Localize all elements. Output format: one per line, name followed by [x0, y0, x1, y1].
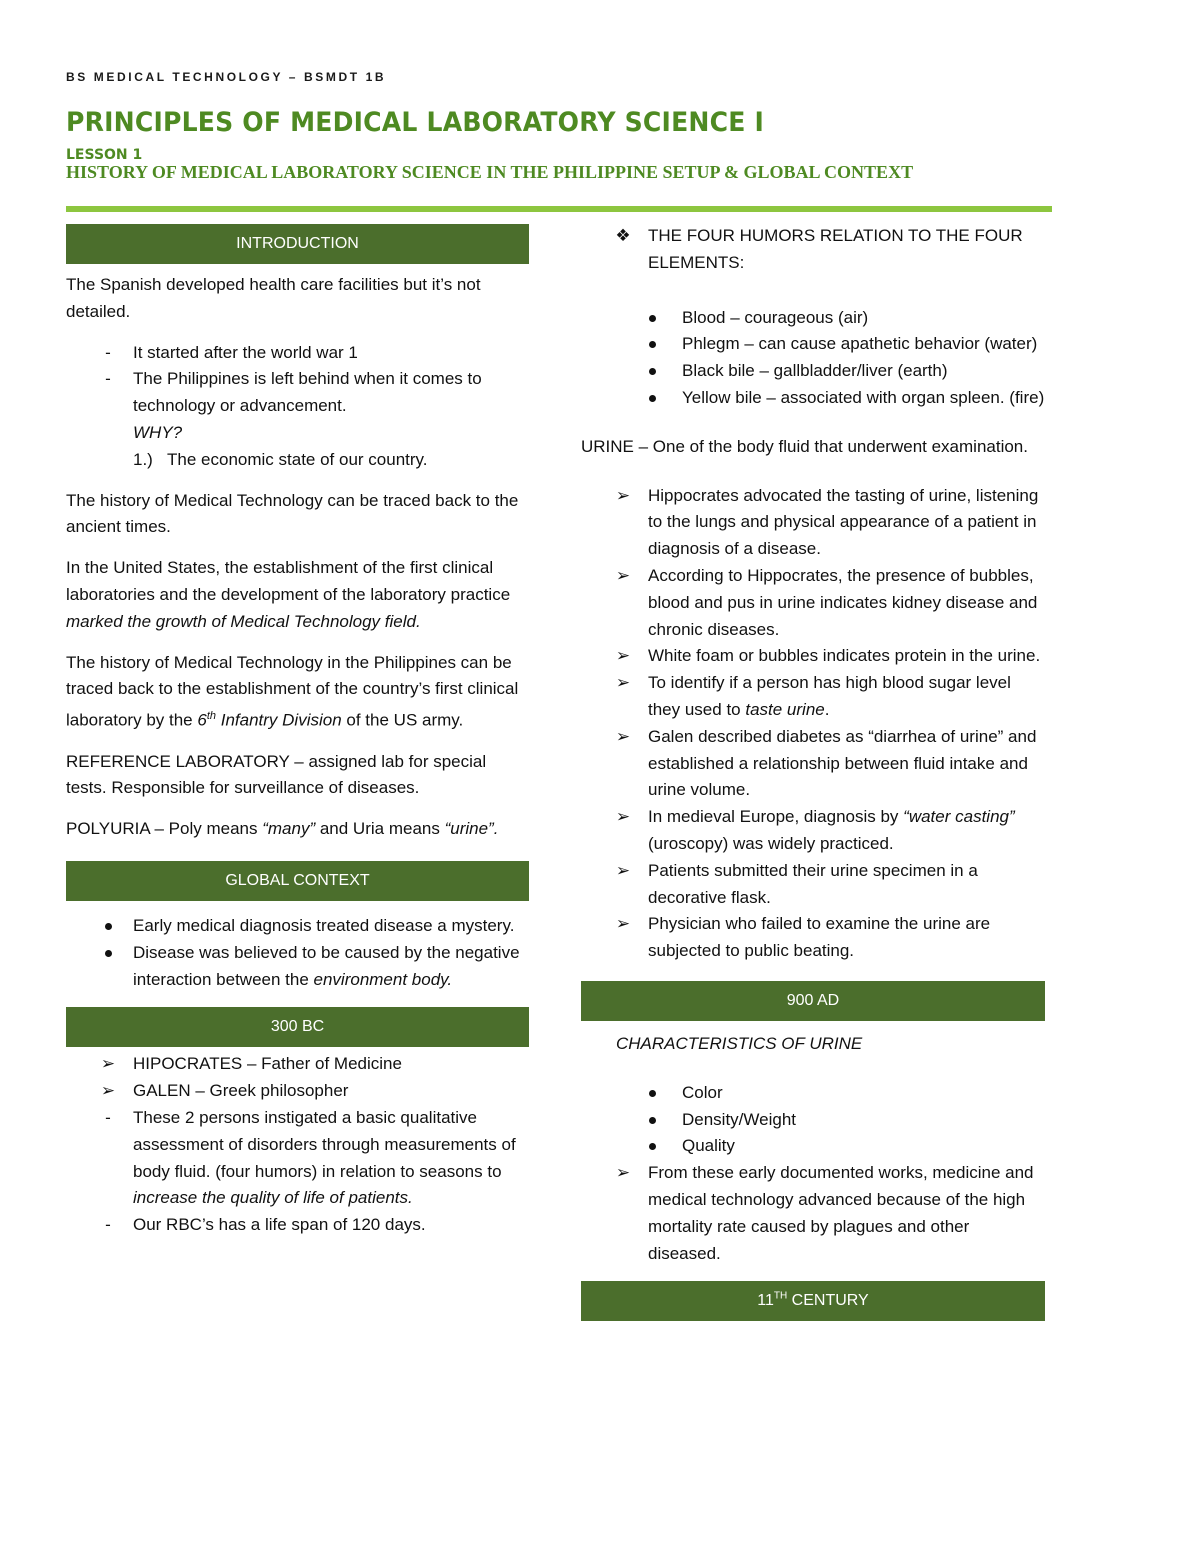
list-item-text: Color	[682, 1082, 723, 1102]
header-divider	[66, 206, 1052, 212]
list-item-text: Physician who failed to examine the urine are subjected to public beating.	[648, 914, 991, 961]
intro-paragraph	[66, 272, 529, 326]
left-column	[66, 224, 529, 1239]
list-item-text: GALEN – Greek philosopher	[133, 1081, 349, 1101]
characteristics-list	[581, 1080, 1045, 1160]
diamond-icon: ❖	[615, 226, 631, 245]
arrow-icon: ➢	[615, 726, 631, 746]
list-item-text: Galen described diabetes as “diarrhea of urine” and established a relationship between fluid intake and urine volume.	[648, 726, 1037, 800]
humors-list	[581, 305, 1045, 412]
intro-dash-list	[66, 340, 529, 420]
list-item-text: Blood – courageous (air)	[682, 307, 869, 327]
century-text: CENTURY	[787, 1292, 869, 1310]
polyuria-paragraph	[66, 816, 529, 843]
paragraph-italic-text: 6	[197, 710, 207, 730]
list-item-text: Black bile – gallbladder/liver (earth)	[682, 361, 948, 381]
dash-marker: -	[105, 1107, 111, 1127]
list-item	[581, 911, 1045, 965]
bullet-icon	[642, 385, 662, 412]
arrow-icon: ➢	[615, 807, 631, 827]
list-item	[581, 1160, 1045, 1267]
list-item-italic-text: “water casting”	[903, 807, 1015, 827]
list-item-text: It started after the world war 1	[133, 342, 358, 362]
list-item-text: From these early documented works, medicine and medical technology advanced because of the high mortality rate caused by plagues and other diseased.	[648, 1163, 1034, 1263]
humors-heading	[581, 223, 1045, 277]
section-header-900-ad: 900 AD	[581, 981, 1045, 1021]
dash-marker: -	[105, 342, 111, 362]
reference-laboratory-paragraph	[66, 749, 529, 803]
list-item	[581, 358, 1045, 385]
paragraph-text: URINE – One of the body fluid that underwent examination.	[581, 436, 1028, 456]
list-item-text: Phlegm – can cause apathetic behavior (water)	[682, 334, 1038, 354]
paragraph-italic-text: “many”	[262, 819, 316, 839]
list-item	[581, 1107, 1045, 1134]
list-item	[581, 643, 1045, 670]
list-item-text: (uroscopy) was widely practiced.	[648, 833, 894, 853]
list-item	[66, 1078, 529, 1105]
list-item-text: Early medical diagnosis treated disease a mystery.	[133, 916, 515, 935]
urine-arrow-list	[581, 483, 1045, 965]
paragraph-italic-text: marked the growth of Medical Technology field.	[66, 611, 421, 631]
list-item-text: Yellow bile – associated with organ spleen. (fire)	[682, 387, 1045, 407]
paragraph-text: POLYURIA – Poly means	[66, 819, 263, 839]
numbered-item-text: The economic state of our country.	[167, 449, 428, 469]
century-superscript: TH	[773, 1290, 788, 1302]
list-item-text: Our RBC’s has a life span of 120 days.	[133, 1215, 426, 1235]
list-item-text: Quality	[682, 1136, 735, 1156]
list-item	[66, 940, 529, 994]
list-item	[66, 1212, 529, 1239]
list-item	[66, 366, 529, 420]
bullet-icon	[642, 1133, 662, 1160]
arrow-icon: ➢	[615, 565, 631, 585]
section-header-11th-century	[581, 1281, 1045, 1321]
section-header-300-bc: 300 BC	[66, 1007, 529, 1047]
right-column	[581, 223, 1045, 1321]
number-marker: 1.)	[133, 449, 153, 469]
list-item	[66, 913, 529, 940]
bullet-icon	[98, 913, 118, 940]
list-item-text: White foam or bubbles indicates protein in the urine.	[648, 646, 1041, 666]
list-item	[581, 670, 1045, 724]
advancement-list	[581, 1160, 1045, 1267]
paragraph-text: REFERENCE LABORATORY – assigned lab for special tests. Responsible for surveillance of diseases.	[66, 751, 487, 798]
humors-heading-text: THE FOUR HUMORS RELATION TO THE FOUR ELEMENTS:	[648, 226, 1023, 272]
paragraph-italic-text: Infantry Division	[216, 710, 342, 730]
list-item-italic-text: taste urine	[745, 699, 825, 719]
arrow-icon: ➢	[615, 860, 631, 880]
why-label: WHY?	[133, 422, 183, 442]
characteristics-heading: CHARACTERISTICS OF URINE	[616, 1033, 863, 1053]
list-item	[66, 1051, 529, 1078]
bullet-icon	[642, 331, 662, 358]
list-item-text: Patients submitted their urine specimen in a decorative flask.	[648, 860, 978, 907]
list-item-text: According to Hippocrates, the presence of bubbles, blood and pus in urine indicates kidney disease and chronic diseases.	[648, 565, 1038, 639]
bullet-icon	[98, 940, 118, 967]
list-item	[581, 858, 1045, 912]
philippines-paragraph	[66, 650, 529, 735]
global-bullet-list	[66, 913, 529, 993]
list-item	[581, 305, 1045, 332]
paragraph-text: and Uria means	[315, 819, 445, 839]
list-item-italic-text: environment body.	[313, 969, 453, 989]
paragraph-italic-text: “urine”.	[444, 819, 499, 839]
list-item-italic-text: increase the quality of life of patients.	[133, 1188, 413, 1208]
list-item-text: HIPOCRATES – Father of Medicine	[133, 1054, 402, 1074]
list-item	[581, 223, 1045, 277]
bullet-icon	[642, 1080, 662, 1107]
arrow-icon: ➢	[100, 1081, 116, 1101]
lesson-label: LESSON 1	[66, 147, 143, 163]
page-title: PRINCIPLES OF MEDICAL LABORATORY SCIENCE I	[66, 107, 765, 138]
bullet-icon	[642, 1107, 662, 1134]
numbered-item	[66, 447, 529, 474]
bullet-icon	[642, 305, 662, 332]
list-item	[581, 1080, 1045, 1107]
arrow-icon: ➢	[615, 914, 631, 934]
list-item-text: Density/Weight	[682, 1109, 797, 1129]
list-item	[581, 1133, 1045, 1160]
arrow-icon: ➢	[615, 646, 631, 666]
intro-text: The Spanish developed health care facilities but it’s not detailed.	[66, 275, 481, 321]
bullet-icon	[642, 358, 662, 385]
list-item	[581, 385, 1045, 412]
list-item	[581, 804, 1045, 858]
list-item	[581, 483, 1045, 563]
us-paragraph	[66, 555, 529, 635]
paragraph-text: of the US army.	[341, 710, 464, 730]
list-item-text: In medieval Europe, diagnosis by	[648, 807, 904, 827]
superscript: th	[206, 710, 217, 723]
arrow-icon: ➢	[615, 1163, 631, 1183]
paragraph-text: The history of Medical Technology can be traced back to the ancient times.	[66, 490, 519, 537]
list-item-text: .	[824, 699, 830, 719]
list-item-text: The Philippines is left behind when it comes to technology or advancement.	[133, 369, 482, 416]
list-item	[581, 724, 1045, 804]
section-header-global-context: GLOBAL CONTEXT	[66, 861, 529, 901]
list-item-text: Hippocrates advocated the tasting of urine, listening to the lungs and physical appearance of a patient in diagnosis of a disease.	[648, 485, 1039, 559]
dash-marker: -	[105, 369, 111, 389]
list-item	[581, 563, 1045, 643]
list-item-text: To identify if a person has high blood sugar level they used to	[648, 673, 1011, 719]
list-item	[581, 331, 1045, 358]
section-header-introduction: INTRODUCTION	[66, 224, 529, 264]
arrow-icon: ➢	[615, 673, 631, 693]
history-paragraph	[66, 488, 529, 542]
century-number: 11	[757, 1292, 774, 1310]
arrow-icon: ➢	[100, 1054, 116, 1074]
list-item	[66, 1105, 529, 1212]
urine-paragraph	[581, 434, 1045, 461]
arrow-icon: ➢	[615, 485, 631, 505]
lesson-subtitle: HISTORY OF MEDICAL LABORATORY SCIENCE IN THE PHILIPPINE SETUP & GLOBAL CONTEXT	[66, 162, 914, 182]
dash-marker: -	[105, 1215, 111, 1235]
list-item-text: Disease was believed to be caused by the negative interaction between the	[133, 942, 520, 989]
paragraph-text: In the United States, the establishment of the first clinical laboratories and the development of the laboratory practice	[66, 558, 511, 604]
paragraph-text: The history of Medical Technology in the Philippines can be traced back to the establishment of the country’s first clinical laboratory by the	[66, 652, 519, 730]
list-item-text: These 2 persons instigated a basic qualitative assessment of disorders through measurements of body fluid. (four humors) in relation to seasons to	[133, 1107, 516, 1181]
300-bc-list	[66, 1051, 529, 1239]
list-item	[66, 340, 529, 367]
course-label: BS MEDICAL TECHNOLOGY – BSMDT 1B	[66, 70, 387, 84]
